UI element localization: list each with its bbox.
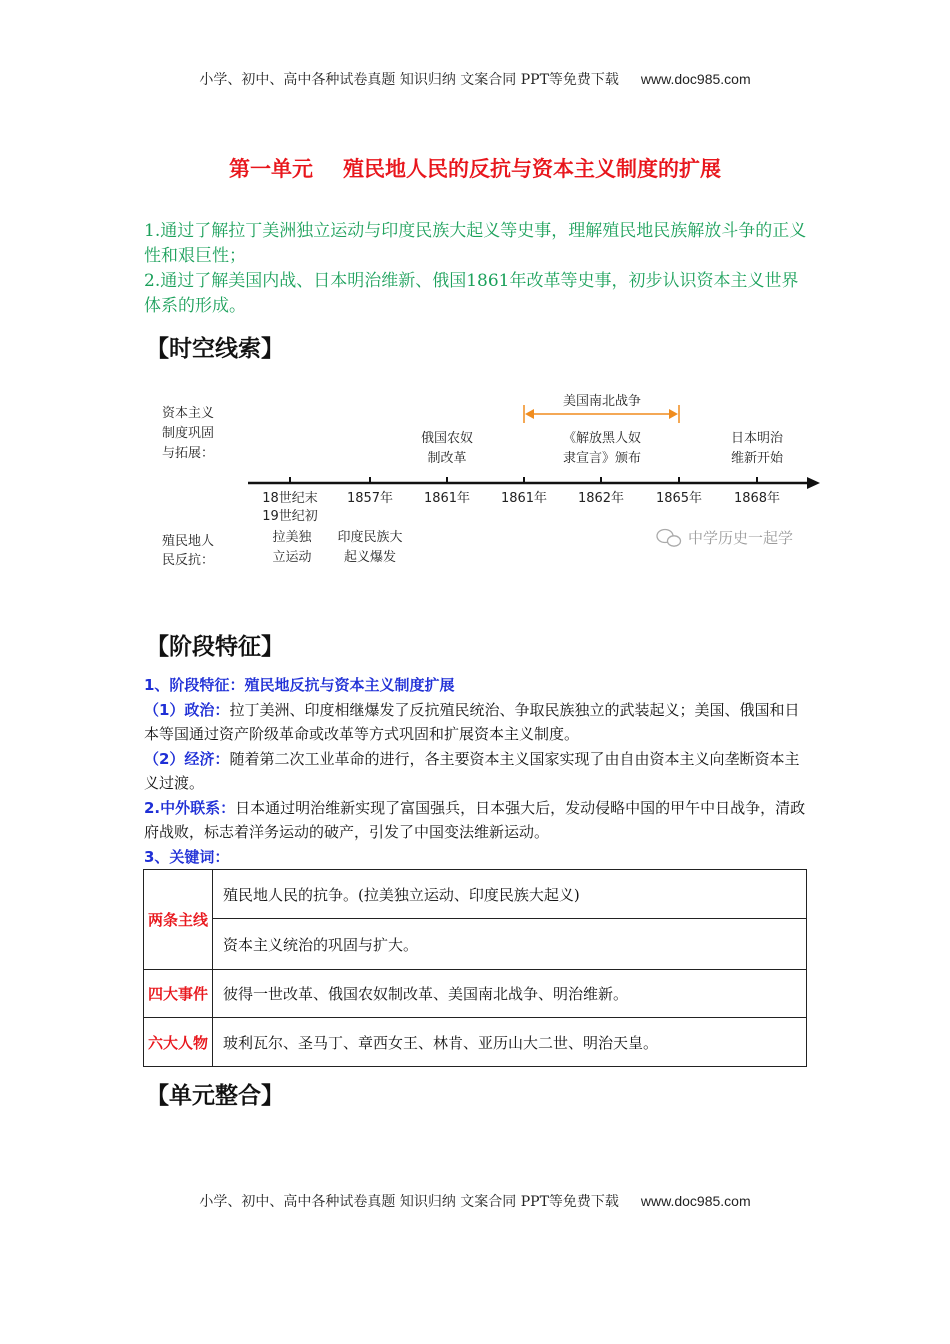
table-row: [144, 919, 807, 970]
tick-label-5: 1862年: [577, 491, 625, 506]
war-span-right-arrow-icon: [669, 409, 678, 419]
table-cell: 殖民地人民的抗争。(拉美独立运动、印度民族大起义): [213, 870, 807, 919]
table-cell: 彼得一世改革、俄国农奴制改革、美国南北战争、明治维新。: [213, 970, 807, 1018]
table-row: [144, 970, 807, 1018]
watermark-text: 中学历史一起学: [688, 529, 794, 547]
section-heading-integration: 【单元整合】: [146, 1083, 284, 1109]
features-heading-3: 3、关键词：: [144, 847, 230, 866]
unit-label: 第一单元: [229, 157, 313, 181]
economy-paragraph: [144, 747, 808, 796]
features-block: [144, 673, 808, 869]
tick-label-3: 1861年: [423, 491, 471, 506]
row-label-top-1: 资本主义: [162, 406, 215, 421]
page-title: [0, 153, 950, 183]
economy-label: （2）经济：: [144, 749, 230, 768]
event-emancipation-1: 《解放黑人奴: [562, 431, 642, 446]
event-india-1: 印度民族大: [337, 530, 403, 545]
tick-label-2: 1857年: [346, 491, 394, 506]
economy-text: 随着第二次工业革命的进行，各主要资本主义国家实现了由自由资本主义向垄断资本主义过渡。: [144, 749, 800, 792]
header-text: 小学、初中、高中各种试卷真题 知识归纳 文案合同 PPT等免费下载: [199, 72, 619, 88]
header-site[interactable]: www.doc985.com: [640, 71, 751, 87]
footer-text: 小学、初中、高中各种试卷真题 知识归纳 文案合同 PPT等免费下载: [199, 1194, 619, 1210]
keywords-table: [143, 869, 807, 1067]
table-row: [144, 1018, 807, 1067]
politics-text: 拉丁美洲、印度相继爆发了反抗殖民统治、争取民族独立的武装起义；美国、俄国和日本等国通过资产阶级革命或改革等方式巩固和扩展资本主义制度。: [144, 700, 800, 743]
goal-2: 2.通过了解美国内战、日本明治维新、俄国1861年改革等史事，初步认识资本主义世界体系的形成。: [144, 271, 799, 316]
learning-goals: [144, 219, 808, 319]
section-heading-features: 【阶段特征】: [146, 634, 284, 660]
event-russia-1: 俄国农奴: [420, 431, 474, 446]
goal-1: 1.通过了解拉丁美洲独立运动与印度民族大起义等史事，理解殖民地民族解放斗争的正义性和艰巨性；: [144, 221, 807, 266]
event-latam-2: 立运动: [272, 550, 312, 565]
politics-label: （1）政治：: [144, 700, 230, 719]
relation-label: 2.中外联系：: [144, 798, 236, 817]
footer-site[interactable]: www.doc985.com: [640, 1193, 751, 1209]
features-heading-1: 1、阶段特征：殖民地反抗与资本主义制度扩展: [144, 676, 455, 694]
page-header: [0, 69, 950, 89]
event-russia-2: 制改革: [427, 451, 467, 466]
tick-label-4: 1861年: [500, 491, 548, 506]
row-label-bottom-2: 民反抗：: [162, 553, 215, 568]
event-meiji-2: 维新开始: [730, 451, 784, 466]
table-cell: 资本主义统治的巩固与扩大。: [213, 919, 807, 970]
row-label-top-3: 与拓展：: [162, 446, 215, 461]
category-four-events: 四大事件: [144, 970, 213, 1018]
category-six-figures: 六大人物: [144, 1018, 213, 1067]
section-heading-timeline: 【时空线索】: [146, 336, 284, 362]
row-label-top-2: 制度巩固: [162, 426, 215, 441]
wechat-icon: [657, 530, 681, 547]
category-two-lines: 两条主线: [144, 870, 213, 970]
tick-label-1b: 19世纪初: [262, 509, 318, 524]
row-label-bottom-1: 殖民地人: [162, 534, 215, 549]
timeline-diagram: [150, 385, 830, 585]
war-span-left-arrow-icon: [525, 409, 534, 419]
relation-text: 日本通过明治维新实现了富国强兵，日本强大后，发动侵略中国的甲午中日战争，清政府战败，标志着洋务运动的破产，引发了中国变法维新运动。: [144, 798, 806, 841]
event-india-2: 起义爆发: [343, 550, 397, 565]
politics-paragraph: [144, 698, 808, 747]
tick-label-6: 1865年: [655, 491, 703, 506]
war-span-label: 美国南北战争: [562, 394, 642, 409]
event-emancipation-2: 隶宣言》颁布: [562, 451, 642, 466]
relation-paragraph: [144, 796, 808, 845]
table-cell: 玻利瓦尔、圣马丁、章西女王、林肯、亚历山大二世、明治天皇。: [213, 1018, 807, 1067]
table-row: [144, 870, 807, 919]
event-latam-1: 拉美独: [272, 530, 312, 545]
timeline-arrow-icon: [807, 477, 820, 489]
event-meiji-1: 日本明治: [730, 431, 784, 446]
unit-name: 殖民地人民的反抗与资本主义制度的扩展: [343, 157, 721, 181]
tick-label-7: 1868年: [733, 491, 781, 506]
page-footer: [0, 1191, 950, 1211]
tick-label-1: 18世纪末: [262, 491, 318, 506]
